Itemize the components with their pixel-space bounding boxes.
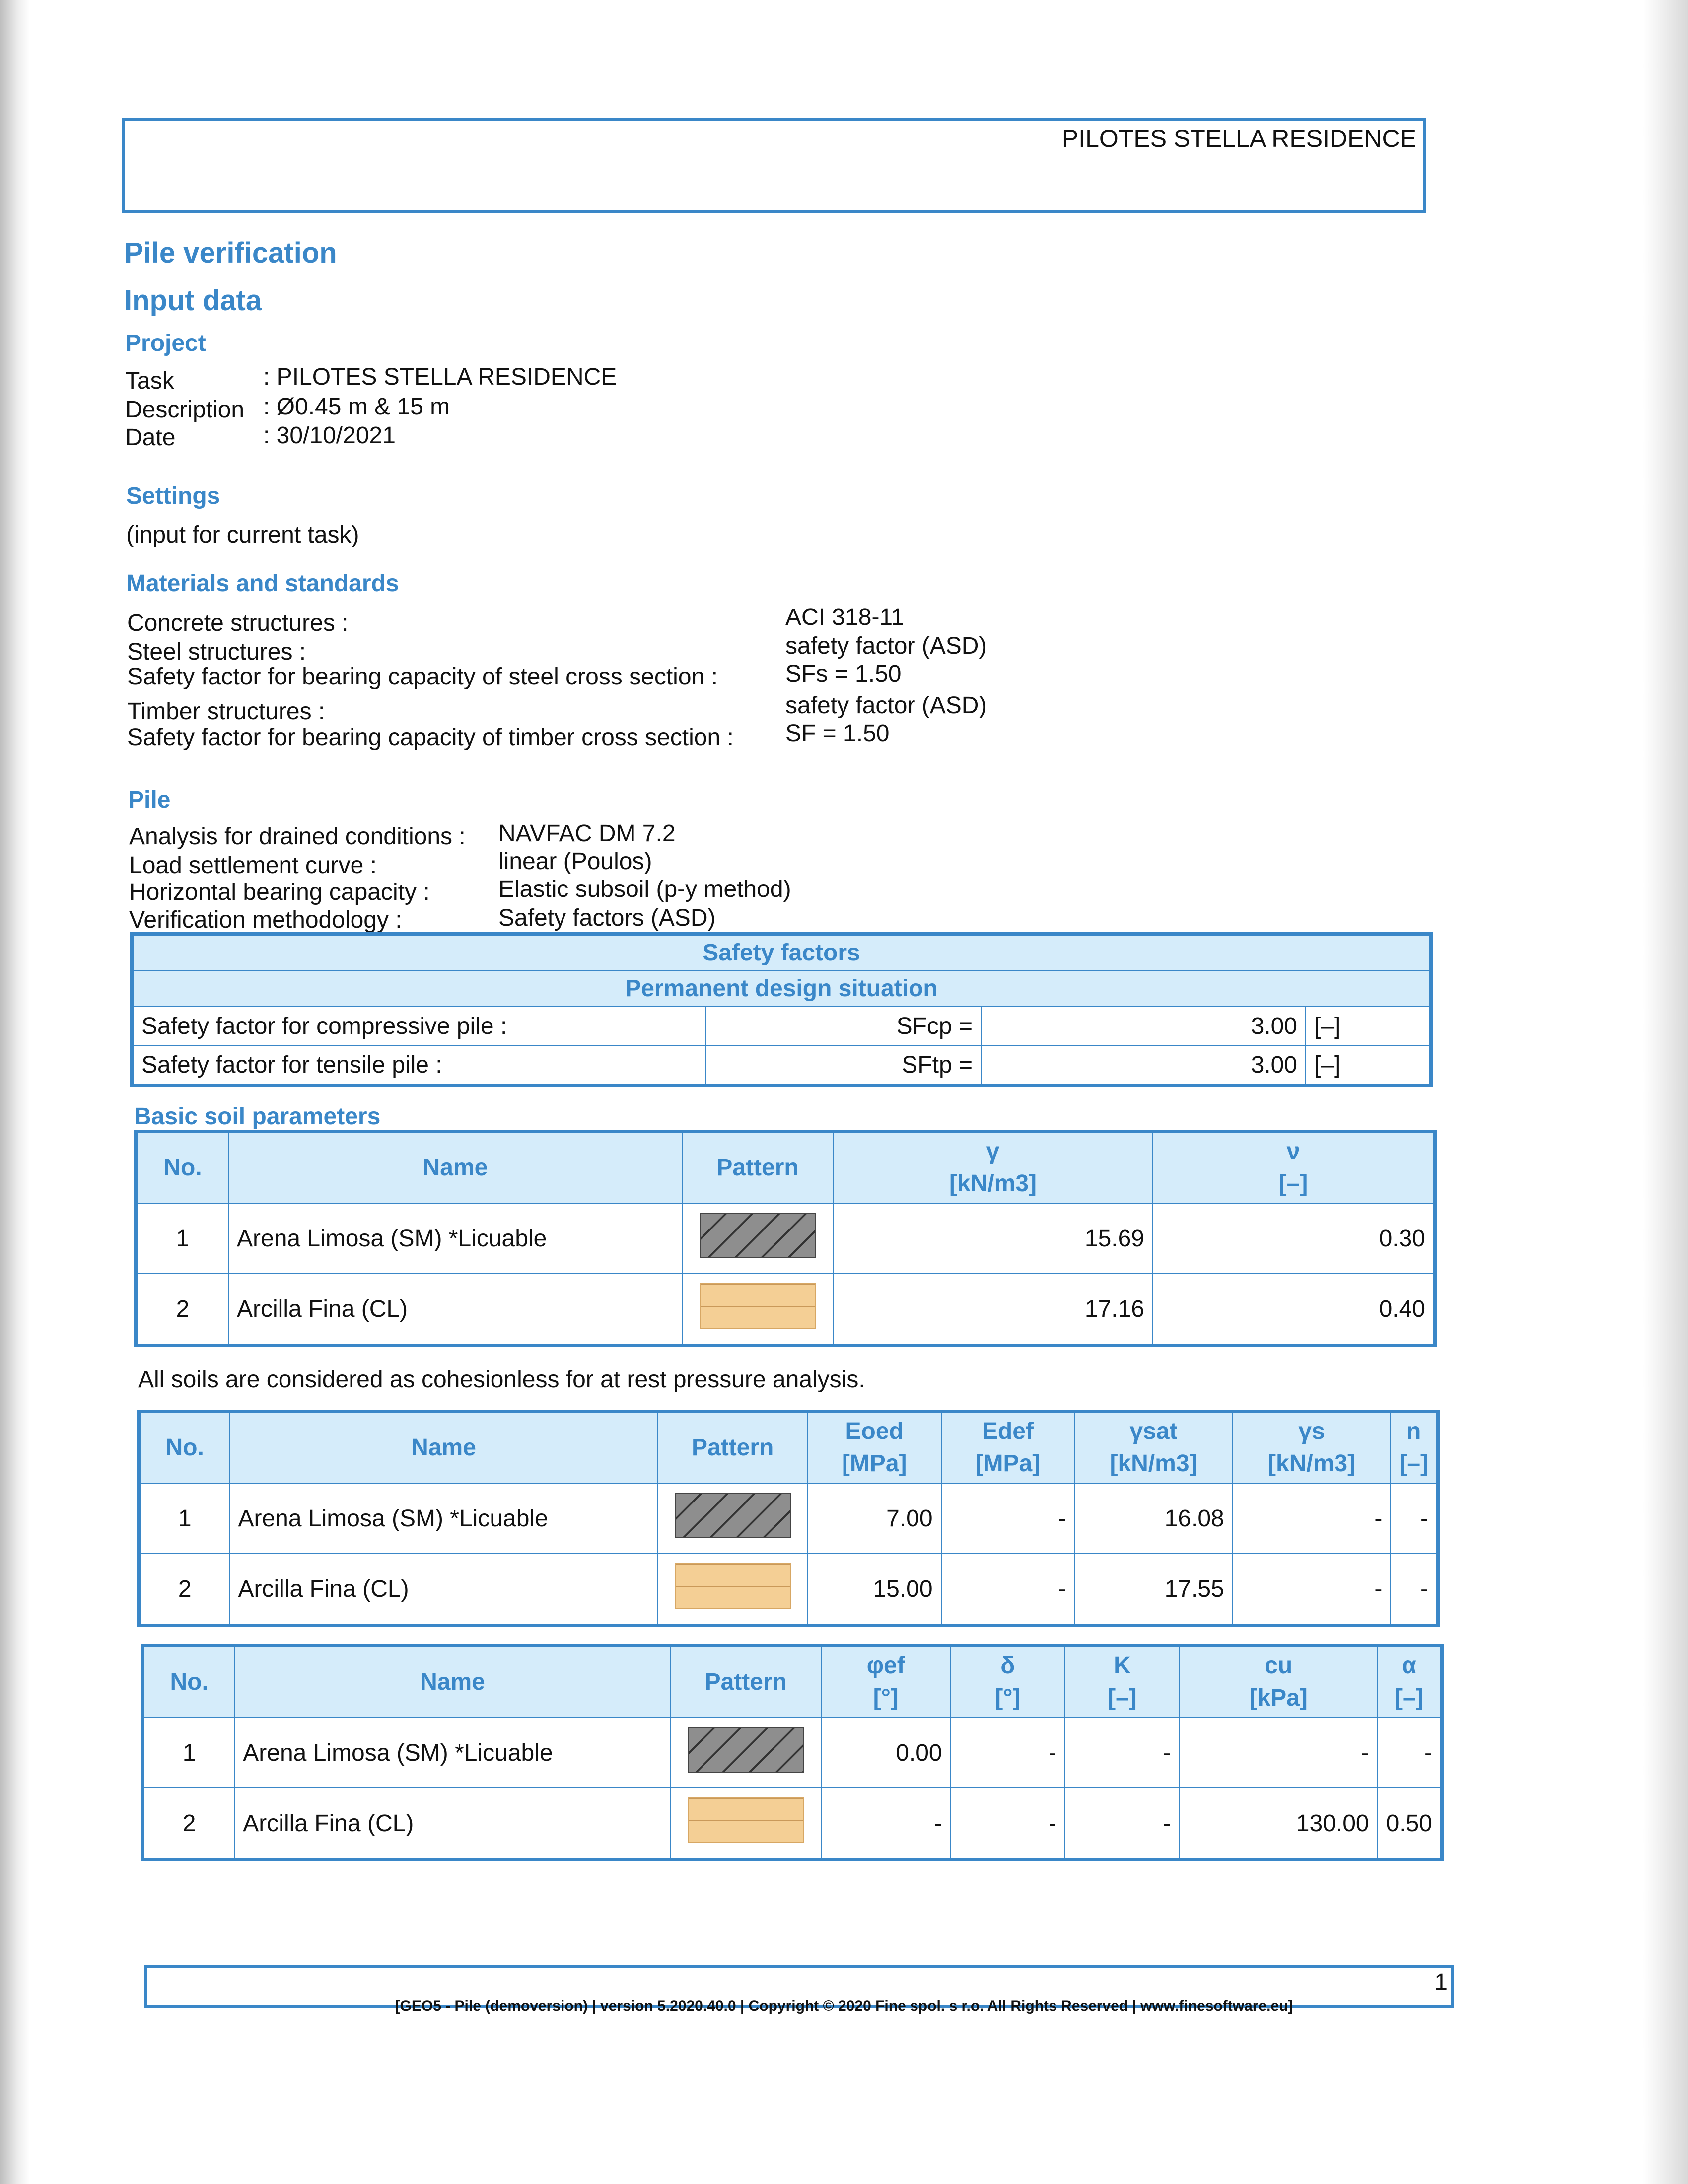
- page-number: 1: [1434, 1969, 1448, 1995]
- table-row: [139, 1483, 1438, 1554]
- section-title-project: Project: [125, 330, 206, 356]
- scan-shadow-right: [1643, 0, 1688, 2184]
- cell-gamma: 15.69: [833, 1203, 1153, 1274]
- col-gamma-s: γs [kN/m3]: [1233, 1412, 1391, 1484]
- cell-k: -: [1065, 1788, 1180, 1860]
- cell-name: Arena Limosa (SM) *Licuable: [228, 1203, 682, 1274]
- safety-compressive-label: Safety factor for compressive pile :: [132, 1007, 706, 1045]
- materials-steel-sf-value: SFs = 1.50: [785, 661, 902, 687]
- footer-copyright: [GEO5 - Pile (demoversion) | version 5.2020.40.0 | Copyright © 2020 Fine spol. s r.o. All Rights Reserved | www.finesoftware.eu]: [395, 1998, 1293, 2014]
- cell-alpha: 0.50: [1378, 1788, 1442, 1860]
- project-task-value: : PILOTES STELLA RESIDENCE: [263, 364, 617, 390]
- cell-name: Arcilla Fina (CL): [234, 1788, 670, 1860]
- soil-table-unit-weight: [134, 1130, 1437, 1347]
- cell-eoed: 7.00: [808, 1483, 941, 1554]
- fine-clay-pattern-icon: [682, 1274, 833, 1346]
- pile-settlement-value: linear (Poulos): [498, 848, 652, 875]
- col-gamma: γ [kN/m3]: [833, 1132, 1153, 1204]
- settings-note: (input for current task): [126, 522, 359, 548]
- safety-compressive-unit: [–]: [1306, 1007, 1431, 1045]
- header-title: PILOTES STELLA RESIDENCE: [1061, 125, 1416, 152]
- table-row: [139, 1554, 1438, 1626]
- col-cu: cu [kPa]: [1180, 1646, 1378, 1718]
- cell-cu: 130.00: [1180, 1788, 1378, 1860]
- silty-sand-pattern-icon: [671, 1717, 821, 1788]
- cell-gamma-s: -: [1233, 1483, 1391, 1554]
- cell-cu: -: [1180, 1717, 1378, 1788]
- cell-name: Arcilla Fina (CL): [228, 1274, 682, 1346]
- table-row: [136, 1203, 1435, 1274]
- cell-alpha: -: [1378, 1717, 1442, 1788]
- cell-n: -: [1391, 1554, 1438, 1626]
- cell-no: 1: [139, 1483, 230, 1554]
- safety-tensile-symbol: SFtp =: [706, 1045, 981, 1086]
- silty-sand-pattern-icon: [682, 1203, 833, 1274]
- project-description-label: Description: [125, 397, 245, 423]
- section-title-basic-soil: Basic soil parameters: [134, 1103, 381, 1130]
- materials-concrete-value: ACI 318-11: [785, 604, 905, 630]
- col-gamma-sat: γsat [kN/m3]: [1074, 1412, 1233, 1484]
- cell-no: 2: [139, 1554, 230, 1626]
- col-no: No.: [139, 1412, 230, 1484]
- cell-delta: -: [951, 1717, 1065, 1788]
- pile-horizontal-value: Elastic subsoil (p-y method): [498, 876, 791, 902]
- col-no: No.: [143, 1646, 235, 1718]
- col-phi: φef [°]: [821, 1646, 951, 1718]
- cell-nu: 0.30: [1153, 1203, 1435, 1274]
- materials-steel-sf-label: Safety factor for bearing capacity of steel cross section :: [127, 664, 718, 690]
- cell-eoed: 15.00: [808, 1554, 941, 1626]
- table-row: [143, 1717, 1442, 1788]
- cell-gamma: 17.16: [833, 1274, 1153, 1346]
- safety-tensile-value: 3.00: [981, 1045, 1306, 1086]
- silty-sand-pattern-icon: [658, 1483, 808, 1554]
- col-name: Name: [229, 1412, 657, 1484]
- cell-phi: 0.00: [821, 1717, 951, 1788]
- col-alpha: α [–]: [1378, 1646, 1442, 1718]
- soil-table-deformation: [137, 1410, 1440, 1627]
- project-description-value: : Ø0.45 m & 15 m: [263, 394, 450, 420]
- cell-name: Arcilla Fina (CL): [229, 1554, 657, 1626]
- safety-tensile-unit: [–]: [1306, 1045, 1431, 1086]
- cell-phi: -: [821, 1788, 951, 1860]
- cell-nu: 0.40: [1153, 1274, 1435, 1346]
- col-n: n [–]: [1391, 1412, 1438, 1484]
- cell-n: -: [1391, 1483, 1438, 1554]
- fine-clay-pattern-icon: [671, 1788, 821, 1860]
- cell-name: Arena Limosa (SM) *Licuable: [234, 1717, 670, 1788]
- col-name: Name: [228, 1132, 682, 1204]
- project-date-label: Date: [125, 424, 176, 451]
- safety-compressive-value: 3.00: [981, 1007, 1306, 1045]
- col-pattern: Pattern: [682, 1132, 833, 1204]
- col-pattern: Pattern: [671, 1646, 821, 1718]
- safety-factors-subtitle: Permanent design situation: [132, 971, 1431, 1007]
- pile-methodology-value: Safety factors (ASD): [498, 905, 716, 931]
- materials-steel-label: Steel structures :: [127, 639, 306, 665]
- section-title-materials: Materials and standards: [126, 570, 399, 597]
- pile-analysis-label: Analysis for drained conditions :: [129, 823, 466, 850]
- cell-name: Arena Limosa (SM) *Licuable: [229, 1483, 657, 1554]
- col-edef: Edef [MPa]: [941, 1412, 1075, 1484]
- soil-table-strength: [141, 1644, 1444, 1861]
- project-task-label: Task: [125, 368, 174, 394]
- col-nu: ν [–]: [1153, 1132, 1435, 1204]
- table-row: [143, 1788, 1442, 1860]
- cell-edef: -: [941, 1483, 1075, 1554]
- col-eoed: Eoed [MPa]: [808, 1412, 941, 1484]
- table-row: [136, 1274, 1435, 1346]
- scan-shadow-left: [0, 0, 30, 2184]
- col-pattern: Pattern: [658, 1412, 808, 1484]
- cell-k: -: [1065, 1717, 1180, 1788]
- cell-edef: -: [941, 1554, 1075, 1626]
- project-date-value: : 30/10/2021: [263, 422, 396, 449]
- section-title-input-data: Input data: [124, 284, 262, 317]
- cell-delta: -: [951, 1788, 1065, 1860]
- table-row: [132, 1045, 1431, 1086]
- cell-gamma-sat: 17.55: [1074, 1554, 1233, 1626]
- materials-timber-value: safety factor (ASD): [785, 692, 987, 719]
- section-title-pile: Pile: [128, 787, 171, 813]
- safety-tensile-label: Safety factor for tensile pile :: [132, 1045, 706, 1086]
- col-delta: δ [°]: [951, 1646, 1065, 1718]
- cell-gamma-sat: 16.08: [1074, 1483, 1233, 1554]
- section-title-settings: Settings: [126, 483, 220, 509]
- materials-timber-sf-value: SF = 1.50: [785, 720, 890, 747]
- cell-no: 2: [143, 1788, 235, 1860]
- pile-analysis-value: NAVFAC DM 7.2: [498, 820, 676, 847]
- cell-gamma-s: -: [1233, 1554, 1391, 1626]
- col-name: Name: [234, 1646, 670, 1718]
- col-k: K [–]: [1065, 1646, 1180, 1718]
- materials-timber-sf-label: Safety factor for bearing capacity of timber cross section :: [127, 724, 734, 751]
- safety-factors-title: Safety factors: [132, 934, 1431, 971]
- safety-compressive-symbol: SFcp =: [706, 1007, 981, 1045]
- section-title-pile-verification: Pile verification: [124, 237, 337, 269]
- cohesion-note: All soils are considered as cohesionless for at rest pressure analysis.: [138, 1366, 865, 1393]
- materials-timber-label: Timber structures :: [127, 698, 325, 725]
- page-header: [122, 118, 1426, 213]
- safety-factors-table: [130, 932, 1433, 1087]
- pile-horizontal-label: Horizontal bearing capacity :: [129, 879, 430, 905]
- pile-methodology-label: Verification methodology :: [129, 907, 402, 933]
- materials-steel-value: safety factor (ASD): [785, 633, 987, 659]
- cell-no: 2: [136, 1274, 229, 1346]
- table-row: [132, 1007, 1431, 1045]
- materials-concrete-label: Concrete structures :: [127, 610, 349, 636]
- cell-no: 1: [143, 1717, 235, 1788]
- fine-clay-pattern-icon: [658, 1554, 808, 1626]
- pile-settlement-label: Load settlement curve :: [129, 852, 377, 879]
- col-no: No.: [136, 1132, 229, 1204]
- cell-no: 1: [136, 1203, 229, 1274]
